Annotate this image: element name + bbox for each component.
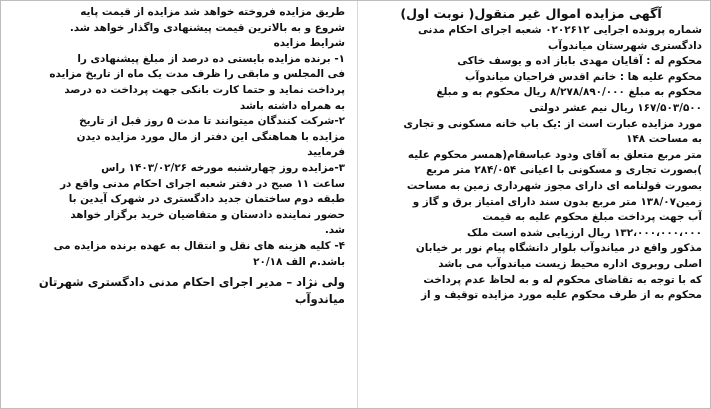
- right-column-body: [360, 23, 702, 304]
- left-column-line: طریق مزایده فروخته خواهد شد مزایده از قیمت پایه: [80, 6, 345, 18]
- right-column-line: محکوم به از طرف محکوم علیه مورد مزایده توقیف و از: [421, 289, 702, 302]
- right-column-line: به مساحت ۱۴۸: [626, 133, 702, 146]
- left-column-line: پرداخت نماید و حتما کارت بانکی جهت پرداخت ده درصد: [64, 83, 345, 96]
- notice-title: آگهی مزایده اموال غیر منقول( نوبت اول): [400, 6, 662, 21]
- signature-line: میاندوآب: [294, 292, 345, 307]
- column-divider: [357, 1, 358, 408]
- right-column-line: ۱۳۲،۰۰۰،۰۰۰،۰۰۰ ریال ارزیابی شده است ملک: [466, 226, 702, 239]
- left-column-line: ۲-شرکت کنندگان میتوانند تا مدت ۵ روز قبل از تاریخ: [79, 115, 345, 128]
- left-column-line: طبقه دوم ساختمان جدید دادگستری در شهرک آیدین با: [68, 193, 345, 206]
- right-column-line: ۱۶۷/۵۰۳/۵۰۰ ریال نیم عشر دولتی: [529, 101, 702, 114]
- left-column-line: فی المجلس و مابقی را ظرف مدت یک ماه از تاریخ مزایده: [49, 68, 345, 81]
- left-column-line: ۴- کلیه هزینه های نقل و انتقال به عهده برنده مزایده می: [53, 239, 345, 252]
- right-column-line: اصلی روبروی اداره محیط زیست میاندوآب می باشد: [438, 257, 702, 270]
- right-column-line: آب جهت پرداخت مبلغ محکوم علیه به قیمت: [482, 211, 702, 224]
- signature-line: ولی نژاد – مدیر اجرای احکام مدنی دادگستری شهرتان: [38, 275, 345, 290]
- right-column-line: دادگستری شهرستان میاندوآب: [547, 39, 702, 52]
- right-column-line: متر مربع متعلق به آقای ودود عباسقام(همسر محکوم علیه: [407, 148, 702, 161]
- right-column-line: بصورت قولنامه ای دارای مجوز شهرداری زمین به مساحت: [406, 179, 702, 192]
- notice-left-column: [11, 5, 345, 404]
- left-column-line: حضور نماینده دادستان و متقاضیان خرید برگزار خواهد: [70, 208, 345, 221]
- left-column-line: ۱- برنده مزایده بایستی ده درصد از مبلغ پیشنهادی را: [77, 52, 345, 65]
- right-column-line: محکوم علیه ها : خانم اقدس فراحیان میاندوآب: [465, 70, 702, 83]
- left-column-line: شرایط مزایده: [273, 37, 345, 50]
- left-column-line: مزایده با هماهنگی این دفتر از مال مورد مزایده دیدن: [76, 130, 345, 143]
- right-column-line: شماره پرونده اجرایی ۰۲۰۲۶۱۲ شعبه اجرای احکام مدنی: [418, 24, 702, 36]
- left-column-line: به همراه داشته باشد: [239, 99, 345, 112]
- right-column-line: )بصورت تجاری و مسکونی با اعیانی ۲۸۴/۰۵۴ متر مربع: [426, 164, 702, 177]
- right-column-line: محکوم له : آقایان مهدی باباز اده و یوسف خاکی: [457, 55, 702, 68]
- notice-right-column: [360, 5, 702, 404]
- right-column-line: زمین۱۳۸/۰۷ متر مربع بدون سند دارای امتیاز برق و گاز و: [412, 195, 702, 208]
- right-column-line: محکوم به مبلغ ۸/۲۷۸/۸۹۰/۰۰۰ ریال محکوم به و مبلغ: [436, 86, 702, 99]
- left-column-line: باشد.م الف ۲۰/۱۸: [253, 255, 345, 268]
- signature-block: [11, 274, 345, 308]
- left-column-line: ۳-مزایده روز چهارشنبه مورخه ۱۴۰۳/۰۲/۲۶ راس: [101, 161, 345, 174]
- left-column-line: ساعت ۱۱ صبح در دفتر شعبه اجرای احکام مدنی واقع در: [60, 177, 345, 190]
- right-column-line: مورد مزایده عبارت است از :یک باب خانه مسکونی و تجاری: [403, 117, 702, 130]
- right-column-line: مذکور واقع در میاندوآب بلوار دانشگاه پیام نور بر خیابان: [415, 242, 702, 255]
- right-column-line: که با توجه به تقاضای محکوم له و به لحاظ عدم پرداخت: [423, 273, 702, 286]
- left-column-line: فرمایید: [307, 146, 345, 159]
- left-column-line: شد.: [324, 224, 345, 237]
- left-column-line: شروع و به بالاترین قیمت پیشنهادی واگذار خواهد شد.: [69, 21, 345, 34]
- left-column-body: [11, 5, 345, 270]
